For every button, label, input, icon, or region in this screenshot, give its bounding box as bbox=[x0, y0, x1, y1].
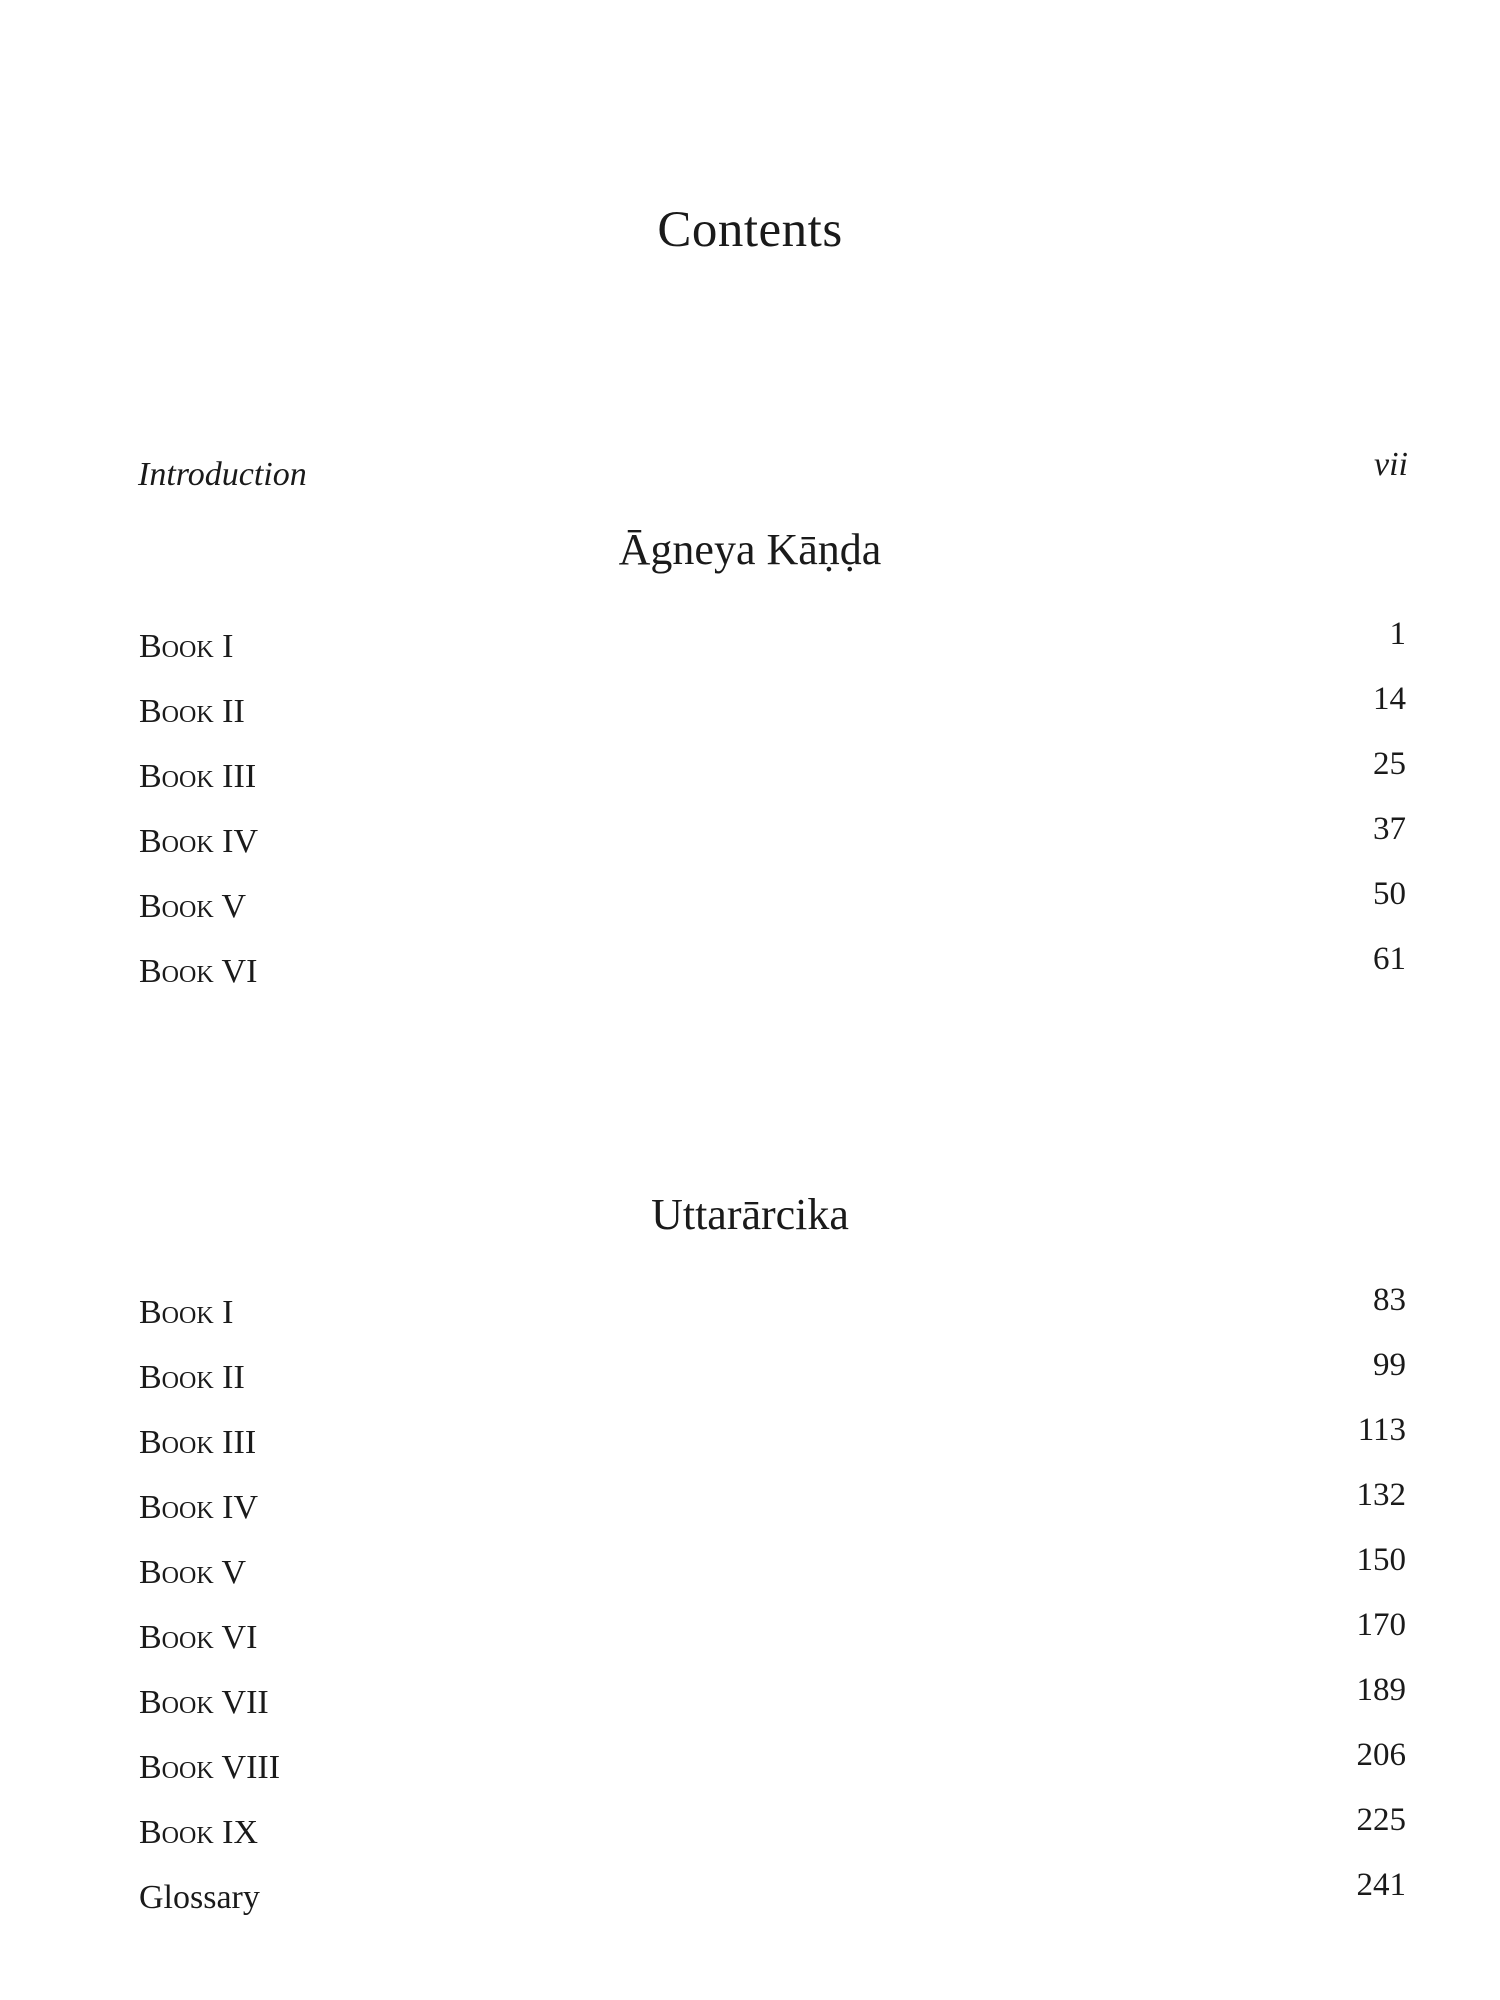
toc-entry-page-number: 170 bbox=[1356, 1607, 1406, 1643]
toc-entry-page-number: vii bbox=[1374, 446, 1408, 483]
toc-entry-label: Book I bbox=[139, 1294, 234, 1331]
toc-entry[interactable] bbox=[0, 811, 1500, 869]
toc-entry[interactable] bbox=[0, 1542, 1500, 1600]
toc-entry-label: Book II bbox=[139, 1359, 245, 1396]
toc-entry-page-number: 113 bbox=[1357, 1412, 1406, 1448]
toc-entry-page-number: 132 bbox=[1356, 1477, 1406, 1513]
toc-entry-label: Book III bbox=[139, 1424, 257, 1461]
toc-entry-page-number: 50 bbox=[1373, 876, 1406, 912]
toc-entry-label: Book III bbox=[139, 758, 257, 795]
toc-entry-page-number: 14 bbox=[1373, 681, 1406, 717]
toc-entry[interactable] bbox=[0, 1282, 1500, 1340]
toc-entry[interactable] bbox=[0, 1477, 1500, 1535]
toc-entry-label: Glossary bbox=[139, 1879, 260, 1916]
toc-entry-page-number: 37 bbox=[1373, 811, 1406, 847]
toc-entry-page-number: 225 bbox=[1356, 1802, 1406, 1838]
toc-entry[interactable] bbox=[0, 1347, 1500, 1405]
toc-entry-label: Book IV bbox=[139, 1489, 259, 1526]
page-title: Contents bbox=[657, 202, 843, 258]
toc-entry-label: Book VII bbox=[139, 1684, 269, 1721]
toc-entry-page-number: 189 bbox=[1356, 1672, 1406, 1708]
section-heading-agneya-kanda: Āgneya Kāṇḍa bbox=[618, 525, 882, 574]
toc-entry-glossary[interactable] bbox=[0, 1867, 1500, 1925]
toc-entry-page-number: 25 bbox=[1373, 746, 1406, 782]
toc-entry[interactable] bbox=[0, 1672, 1500, 1730]
toc-entry[interactable] bbox=[0, 941, 1500, 999]
toc-entry[interactable] bbox=[0, 616, 1500, 674]
toc-entry-page-number: 1 bbox=[1389, 616, 1406, 652]
toc-entry-page-number: 241 bbox=[1356, 1867, 1406, 1903]
toc-entry[interactable] bbox=[0, 681, 1500, 739]
toc-entry-page-number: 206 bbox=[1356, 1737, 1406, 1773]
toc-entry-label: Book V bbox=[139, 888, 247, 925]
toc-entry[interactable] bbox=[0, 1412, 1500, 1470]
toc-entry[interactable] bbox=[0, 1802, 1500, 1860]
toc-entry-label: Book VI bbox=[139, 953, 258, 990]
toc-entry-page-number: 61 bbox=[1373, 941, 1406, 977]
toc-entry[interactable] bbox=[0, 1737, 1500, 1795]
toc-entry-page-number: 83 bbox=[1373, 1282, 1406, 1318]
toc-entry-label: Book II bbox=[139, 693, 245, 730]
toc-entry-page-number: 99 bbox=[1373, 1347, 1406, 1383]
toc-entry-label: Book IV bbox=[139, 823, 259, 860]
toc-entry[interactable] bbox=[0, 746, 1500, 804]
toc-entry[interactable] bbox=[0, 1607, 1500, 1665]
toc-entry-label: Book V bbox=[139, 1554, 247, 1591]
section-heading-uttararcika: Uttarārcika bbox=[651, 1190, 849, 1239]
toc-entry-page-number: 150 bbox=[1356, 1542, 1406, 1578]
toc-entry-label: Book I bbox=[139, 628, 234, 665]
toc-entry-label: Book VI bbox=[139, 1619, 258, 1656]
toc-entry-label: Book VIII bbox=[139, 1749, 281, 1786]
toc-entry-label: Book IX bbox=[139, 1814, 259, 1851]
toc-entry-label: Introduction bbox=[138, 456, 307, 493]
toc-entry[interactable] bbox=[0, 876, 1500, 934]
